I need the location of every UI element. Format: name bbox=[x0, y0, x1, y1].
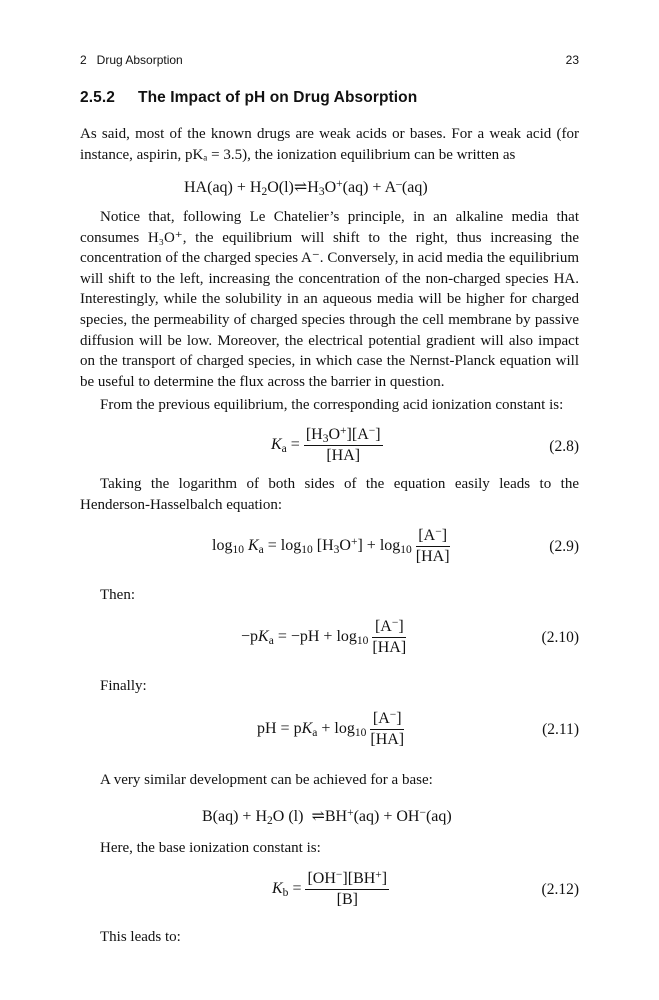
equation-number-2-8: (2.8) bbox=[549, 438, 579, 455]
paragraph-finally: Finally: bbox=[100, 678, 147, 694]
paragraph-henderson: Taking the logarithm of both sides of the equation easily leads to the Henderson-Hasselbalch equation: bbox=[80, 476, 579, 513]
equation-kb: $K_b$ = $\frac{[OH^-][BH^+]}{[B]}$ bbox=[272, 868, 388, 908]
paragraph-base-intro: A very similar development can be achieved for a base: bbox=[100, 772, 433, 788]
running-head bbox=[80, 53, 579, 73]
paragraph-ka-intro: From the previous equilibrium, the corresponding acid ionization constant is: bbox=[100, 397, 564, 413]
equation-log-ka: $\log_{10} K_a = \log_{10} [H_3O^+] + \log_{10}$ $\frac{[A^-]}{[HA]}$ bbox=[212, 525, 450, 565]
paragraph-kb-intro: Here, the base ionization constant is: bbox=[100, 840, 321, 856]
equation-ph: pH = $pK_a + \log_{10}$ $\frac{[A^-]}{[HA]}$ bbox=[257, 708, 405, 748]
page-number: 23 bbox=[565, 53, 579, 67]
section-number: 2.5.2 bbox=[80, 89, 115, 106]
equation-number-2-10: (2.10) bbox=[541, 629, 579, 646]
acid-equilibrium: $HA(aq) + H_2O(l)\rightleftharpoons H_3O^+(aq) + A^-(aq)$ bbox=[184, 177, 428, 198]
paragraph-then: Then: bbox=[100, 587, 135, 603]
section-title: The Impact of pH on Drug Absorption bbox=[138, 89, 418, 106]
equation-neg-pka: $-pK_a = -pH + \log_{10}$ $\frac{[A^-]}{[HA]}$ bbox=[241, 616, 407, 656]
base-equilibrium: $B(aq) + H_2O$ (l) ⇌BH+(aq) + OH−(aq) bbox=[202, 806, 452, 827]
paragraph-le-chatelier: Notice that, following Le Chatelier’s principle, in an alkaline media that consumes H₃O⁺, the equilibrium will shift to the right, thus increasing the concentration of the charged species A⁻. Conversely, in acid media the equilibrium will shift to the left, increasing the concentration of the non-charged species HA. Interestingly, while the solubility in an aqueous media will be higher for charged species, the permeability of charged species through the cell membrane by passive diffusion will be low. Moreover, the electrical potential gradient will also impact on the transport of charged species, in which case the Nernst-Planck equation will be useful to determine the flux across the barrier in question. bbox=[80, 209, 579, 390]
paragraph-leads-to: This leads to: bbox=[100, 929, 181, 945]
paragraph-intro: As said, most of the known drugs are weak acids or bases. For a weak acid (for instance, aspirin, pKₐ = 3.5), the ionization equilibrium can be written as bbox=[80, 126, 579, 163]
chapter-title: 2 Drug Absorption bbox=[80, 53, 183, 67]
equation-number-2-9: (2.9) bbox=[549, 538, 579, 555]
equation-number-2-12: (2.12) bbox=[541, 881, 579, 898]
equation-number-2-11: (2.11) bbox=[542, 721, 579, 738]
section-heading bbox=[80, 89, 417, 107]
equation-ka: $K_a$ = $\frac{[H_3O^+][A^-]}{[HA]}$ bbox=[271, 424, 381, 464]
